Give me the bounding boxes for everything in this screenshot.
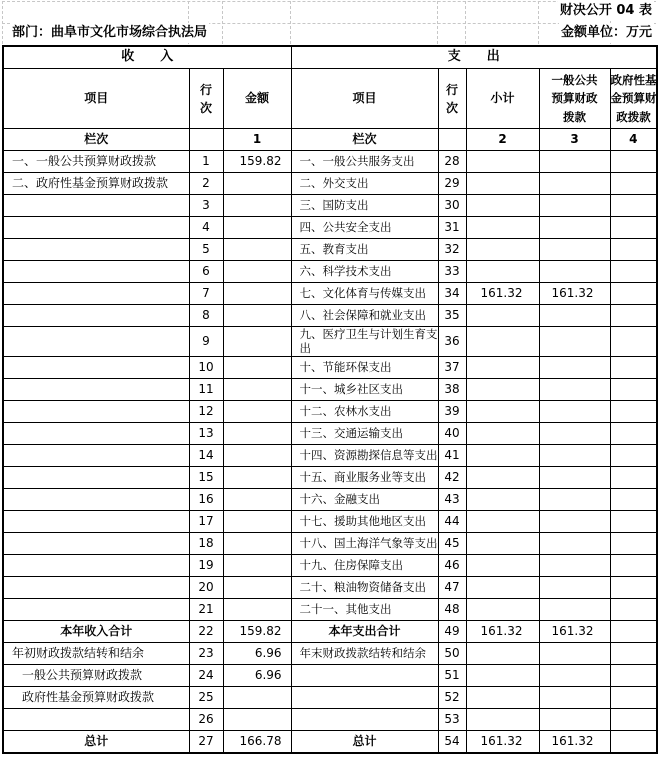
expense-fund-cell <box>610 598 657 620</box>
expense-fund-cell <box>610 466 657 488</box>
expense-general-cell <box>539 466 610 488</box>
income-item-cell <box>3 195 189 217</box>
expense-general-cell: 161.32 <box>539 283 610 305</box>
expense-subtotal-cell <box>466 532 539 554</box>
expense-general-cell <box>539 444 610 466</box>
income-line-cell: 5 <box>189 239 223 261</box>
expense-item-cell: 三、国防支出 <box>291 195 438 217</box>
expense-line-cell: 38 <box>438 378 466 400</box>
expense-fund-cell <box>610 261 657 283</box>
expense-item-cell: 十五、商业服务业等支出 <box>291 466 438 488</box>
table-row <box>3 400 657 422</box>
income-line-cell: 14 <box>189 444 223 466</box>
income-line-cell: 13 <box>189 422 223 444</box>
income-amount-cell <box>223 239 291 261</box>
income-item-cell <box>3 576 189 598</box>
income-line-cell: 17 <box>189 510 223 532</box>
table-row <box>3 532 657 554</box>
income-line-cell: 10 <box>189 356 223 378</box>
expense-subtotal-cell <box>466 686 539 708</box>
expense-line-cell: 46 <box>438 554 466 576</box>
expense-lanci-label: 栏次 <box>291 129 438 151</box>
expense-general-cell <box>539 686 610 708</box>
expense-subtotal-cell: 161.32 <box>466 283 539 305</box>
expense-subtotal-cell <box>466 239 539 261</box>
expense-fund-cell <box>610 327 657 357</box>
expense-fund-cell <box>610 195 657 217</box>
income-item-cell: 一般公共预算财政拨款 <box>3 664 189 686</box>
expense-item-cell: 九、医疗卫生与计划生育支出 <box>291 327 438 357</box>
expense-item-cell: 七、文化体育与传媒支出 <box>291 283 438 305</box>
expense-fund-cell <box>610 686 657 708</box>
expense-fund-cell <box>610 642 657 664</box>
expense-line-cell: 48 <box>438 598 466 620</box>
income-amount-cell <box>223 444 291 466</box>
expense-line-cell: 49 <box>438 620 466 642</box>
expense-line-cell: 52 <box>438 686 466 708</box>
income-lanci-label: 栏次 <box>3 129 189 151</box>
income-line-cell: 25 <box>189 686 223 708</box>
expense-general-cell <box>539 195 610 217</box>
expense-general-cell <box>539 598 610 620</box>
expense-subtotal-cell <box>466 305 539 327</box>
expense-fund-cell <box>610 730 657 753</box>
expense-subtotal-cell <box>466 400 539 422</box>
income-amount-cell <box>223 400 291 422</box>
table-row <box>3 261 657 283</box>
expense-subtotal-cell <box>466 444 539 466</box>
expense-line-cell: 31 <box>438 217 466 239</box>
expense-general-cell <box>539 356 610 378</box>
expense-subtotal-cell <box>466 422 539 444</box>
expense-line-cell: 53 <box>438 708 466 730</box>
expense-item-cell: 二、外交支出 <box>291 173 438 195</box>
expense-subtotal-cell <box>466 466 539 488</box>
income-amount-cell <box>223 576 291 598</box>
expense-fund-cell <box>610 510 657 532</box>
expense-general-cell <box>539 378 610 400</box>
income-item-cell: 本年收入合计 <box>3 620 189 642</box>
expense-line-cell: 51 <box>438 664 466 686</box>
expense-col-number: 3 <box>539 129 610 151</box>
expense-subtotal-cell <box>466 327 539 357</box>
income-item-cell <box>3 400 189 422</box>
expense-subtotal-cell: 161.32 <box>466 620 539 642</box>
expense-line-cell: 34 <box>438 283 466 305</box>
expense-subtotal-cell <box>466 217 539 239</box>
income-item-cell: 一、一般公共预算财政拨款 <box>3 151 189 173</box>
table-row <box>3 598 657 620</box>
table-row <box>3 510 657 532</box>
income-amount-cell: 159.82 <box>223 151 291 173</box>
income-amount-cell <box>223 261 291 283</box>
income-item-cell <box>3 598 189 620</box>
empty-cell <box>189 129 223 151</box>
expense-fund-cell <box>610 488 657 510</box>
income-line-cell: 1 <box>189 151 223 173</box>
income-line-cell: 2 <box>189 173 223 195</box>
income-item-cell <box>3 261 189 283</box>
expense-general-cell <box>539 400 610 422</box>
income-line-cell: 8 <box>189 305 223 327</box>
expense-line-cell: 44 <box>438 510 466 532</box>
expense-subtotal-cell <box>466 195 539 217</box>
expense-line-cell: 50 <box>438 642 466 664</box>
expense-item-cell: 年末财政拨款结转和结余 <box>291 642 438 664</box>
expense-item-cell: 十八、国土海洋气象等支出 <box>291 532 438 554</box>
expense-general-cell <box>539 510 610 532</box>
expense-col-number: 4 <box>610 129 657 151</box>
column-header-row <box>3 69 657 129</box>
table-row <box>3 642 657 664</box>
income-item-header: 项目 <box>3 69 189 129</box>
income-amount-cell <box>223 327 291 357</box>
income-amount-cell: 159.82 <box>223 620 291 642</box>
income-line-cell: 9 <box>189 327 223 357</box>
expense-fund-cell <box>610 400 657 422</box>
expense-subtotal-cell <box>466 356 539 378</box>
section-header-row <box>3 46 657 69</box>
expense-item-cell: 十七、援助其他地区支出 <box>291 510 438 532</box>
expense-general-cell <box>539 327 610 357</box>
income-item-cell <box>3 283 189 305</box>
income-item-cell <box>3 532 189 554</box>
expense-item-cell: 十六、金融支出 <box>291 488 438 510</box>
expense-general-cell <box>539 642 610 664</box>
expense-subtotal-cell <box>466 642 539 664</box>
income-item-cell: 总计 <box>3 730 189 753</box>
income-amount-cell <box>223 466 291 488</box>
income-line-cell: 7 <box>189 283 223 305</box>
table-body <box>3 151 657 753</box>
expense-general-cell <box>539 554 610 576</box>
income-line-cell: 23 <box>189 642 223 664</box>
expense-fund-cell <box>610 217 657 239</box>
expense-item-cell: 十四、资源勘探信息等支出 <box>291 444 438 466</box>
expense-fund-cell <box>610 554 657 576</box>
expense-subtotal-cell <box>466 554 539 576</box>
expense-subtotal-cell <box>466 488 539 510</box>
income-amount-cell <box>223 686 291 708</box>
expense-item-cell <box>291 708 438 730</box>
expense-fund-cell <box>610 576 657 598</box>
expense-fund-cell <box>610 620 657 642</box>
income-line-no-header: 行次 <box>189 69 223 129</box>
income-line-cell: 20 <box>189 576 223 598</box>
expense-subtotal-cell <box>466 510 539 532</box>
income-line-cell: 18 <box>189 532 223 554</box>
income-line-cell: 16 <box>189 488 223 510</box>
expense-general-cell <box>539 422 610 444</box>
expense-fund-cell <box>610 151 657 173</box>
expense-fund-cell <box>610 532 657 554</box>
expense-general-cell <box>539 664 610 686</box>
expense-subtotal-cell <box>466 173 539 195</box>
expense-fund-cell <box>610 356 657 378</box>
table-row <box>3 488 657 510</box>
table-row <box>3 576 657 598</box>
expense-line-cell: 42 <box>438 466 466 488</box>
income-amount-cell <box>223 488 291 510</box>
income-line-cell: 24 <box>189 664 223 686</box>
income-line-cell: 11 <box>189 378 223 400</box>
table-row <box>3 554 657 576</box>
income-line-cell: 26 <box>189 708 223 730</box>
expense-subtotal-cell <box>466 151 539 173</box>
table-row <box>3 327 657 357</box>
table-row <box>3 378 657 400</box>
income-item-cell: 年初财政拨款结转和结余 <box>3 642 189 664</box>
expense-item-cell: 十、节能环保支出 <box>291 356 438 378</box>
expense-general-cell <box>539 708 610 730</box>
expense-line-cell: 41 <box>438 444 466 466</box>
income-line-cell: 6 <box>189 261 223 283</box>
income-item-cell <box>3 444 189 466</box>
table-row <box>3 305 657 327</box>
income-amount-cell <box>223 305 291 327</box>
expense-item-cell: 十九、住房保障支出 <box>291 554 438 576</box>
expense-general-cell <box>539 488 610 510</box>
expense-fund-cell <box>610 664 657 686</box>
table-row <box>3 686 657 708</box>
expense-subtotal-cell <box>466 598 539 620</box>
expense-general-cell <box>539 532 610 554</box>
table-row <box>3 239 657 261</box>
income-amount-cell <box>223 356 291 378</box>
income-amount-cell: 6.96 <box>223 642 291 664</box>
income-item-cell <box>3 217 189 239</box>
table-row <box>3 422 657 444</box>
table-row <box>3 730 657 753</box>
department-label: 部门：曲阜市文化市场综合执法局 <box>10 23 209 43</box>
top-header-zone <box>0 0 658 45</box>
income-item-cell: 政府性基金预算财政拨款 <box>3 686 189 708</box>
table-row <box>3 708 657 730</box>
expense-item-cell: 十一、城乡社区支出 <box>291 378 438 400</box>
expense-line-cell: 54 <box>438 730 466 753</box>
expense-general-cell: 161.32 <box>539 620 610 642</box>
unit-label: 金额单位：万元 <box>559 23 654 43</box>
expense-line-cell: 29 <box>438 173 466 195</box>
expense-line-cell: 28 <box>438 151 466 173</box>
table-row <box>3 195 657 217</box>
expense-line-cell: 40 <box>438 422 466 444</box>
income-item-cell <box>3 510 189 532</box>
expense-subtotal-cell <box>466 664 539 686</box>
expense-line-cell: 33 <box>438 261 466 283</box>
expense-general-cell <box>539 261 610 283</box>
expense-item-cell: 八、社会保障和就业支出 <box>291 305 438 327</box>
expense-line-cell: 37 <box>438 356 466 378</box>
expense-fund-cell <box>610 708 657 730</box>
table-row <box>3 356 657 378</box>
expense-subtotal-cell <box>466 576 539 598</box>
expense-general-cell <box>539 239 610 261</box>
expense-line-cell: 32 <box>438 239 466 261</box>
income-line-cell: 27 <box>189 730 223 753</box>
expense-subtotal-cell <box>466 378 539 400</box>
expense-general-cell <box>539 151 610 173</box>
income-item-cell <box>3 554 189 576</box>
income-amount-cell <box>223 217 291 239</box>
expense-line-cell: 43 <box>438 488 466 510</box>
income-amount-cell <box>223 554 291 576</box>
gridline <box>222 1 223 44</box>
expense-gov-fund-header: 政府性基金预算财政拨款 <box>610 69 657 129</box>
income-line-cell: 22 <box>189 620 223 642</box>
expense-fund-cell <box>610 173 657 195</box>
income-amount-cell <box>223 422 291 444</box>
table-row <box>3 283 657 305</box>
expense-line-cell: 45 <box>438 532 466 554</box>
expense-item-cell <box>291 664 438 686</box>
expense-item-cell: 十三、交通运输支出 <box>291 422 438 444</box>
expense-item-cell: 一、一般公共服务支出 <box>291 151 438 173</box>
form-title: 财决公开 04 表 <box>558 1 654 21</box>
expense-line-no-header: 行次 <box>438 69 466 129</box>
income-item-cell <box>3 327 189 357</box>
expense-subtotal-header: 小计 <box>466 69 539 129</box>
income-line-cell: 19 <box>189 554 223 576</box>
income-col-number: 1 <box>223 129 291 151</box>
expense-subtotal-cell: 161.32 <box>466 730 539 753</box>
expense-item-cell: 六、科学技术支出 <box>291 261 438 283</box>
expense-general-cell <box>539 217 610 239</box>
income-amount-cell <box>223 510 291 532</box>
income-amount-cell <box>223 173 291 195</box>
expense-general-cell <box>539 173 610 195</box>
table-row <box>3 620 657 642</box>
expense-line-cell: 35 <box>438 305 466 327</box>
expense-item-cell: 总计 <box>291 730 438 753</box>
income-amount-cell <box>223 283 291 305</box>
budget-settlement-table <box>2 45 658 754</box>
income-amount-cell <box>223 598 291 620</box>
expense-general-cell <box>539 576 610 598</box>
table-row <box>3 664 657 686</box>
gridline <box>538 1 539 44</box>
gridline <box>465 1 466 44</box>
expense-item-cell: 五、教育支出 <box>291 239 438 261</box>
income-item-cell <box>3 422 189 444</box>
income-item-cell <box>3 466 189 488</box>
expense-section-header: 支 出 <box>291 46 657 69</box>
income-amount-cell: 6.96 <box>223 664 291 686</box>
expense-item-cell: 二十一、其他支出 <box>291 598 438 620</box>
income-item-cell <box>3 356 189 378</box>
income-amount-cell <box>223 708 291 730</box>
expense-fund-cell <box>610 305 657 327</box>
expense-line-cell: 39 <box>438 400 466 422</box>
gridline <box>437 1 438 44</box>
income-item-cell <box>3 239 189 261</box>
expense-line-cell: 30 <box>438 195 466 217</box>
expense-col-number: 2 <box>466 129 539 151</box>
table-row <box>3 173 657 195</box>
income-amount-cell: 166.78 <box>223 730 291 753</box>
expense-fund-cell <box>610 283 657 305</box>
income-amount-cell <box>223 532 291 554</box>
income-line-cell: 15 <box>189 466 223 488</box>
gridline <box>290 1 291 44</box>
expense-subtotal-cell <box>466 261 539 283</box>
income-amount-cell <box>223 195 291 217</box>
table-row <box>3 151 657 173</box>
income-line-cell: 4 <box>189 217 223 239</box>
expense-item-cell: 十二、农林水支出 <box>291 400 438 422</box>
income-item-cell <box>3 488 189 510</box>
income-item-cell <box>3 378 189 400</box>
expense-line-cell: 36 <box>438 327 466 357</box>
income-item-cell: 二、政府性基金预算财政拨款 <box>3 173 189 195</box>
expense-subtotal-cell <box>466 708 539 730</box>
gridline <box>2 1 3 44</box>
income-item-cell <box>3 305 189 327</box>
expense-general-cell: 161.32 <box>539 730 610 753</box>
table-row <box>3 217 657 239</box>
expense-line-cell: 47 <box>438 576 466 598</box>
income-amount-cell <box>223 378 291 400</box>
income-line-cell: 12 <box>189 400 223 422</box>
expense-item-cell: 本年支出合计 <box>291 620 438 642</box>
empty-cell <box>438 129 466 151</box>
expense-general-budget-header: 一般公共预算财政拨款 <box>539 69 610 129</box>
table-row <box>3 444 657 466</box>
expense-item-header: 项目 <box>291 69 438 129</box>
expense-fund-cell <box>610 378 657 400</box>
expense-fund-cell <box>610 422 657 444</box>
expense-item-cell: 四、公共安全支出 <box>291 217 438 239</box>
column-number-row <box>3 129 657 151</box>
expense-fund-cell <box>610 444 657 466</box>
income-item-cell <box>3 708 189 730</box>
expense-item-cell: 二十、粮油物资储备支出 <box>291 576 438 598</box>
income-amount-header: 金额 <box>223 69 291 129</box>
table-row <box>3 466 657 488</box>
income-line-cell: 21 <box>189 598 223 620</box>
expense-fund-cell <box>610 239 657 261</box>
income-line-cell: 3 <box>189 195 223 217</box>
expense-general-cell <box>539 305 610 327</box>
expense-item-cell <box>291 686 438 708</box>
income-section-header: 收 入 <box>3 46 291 69</box>
